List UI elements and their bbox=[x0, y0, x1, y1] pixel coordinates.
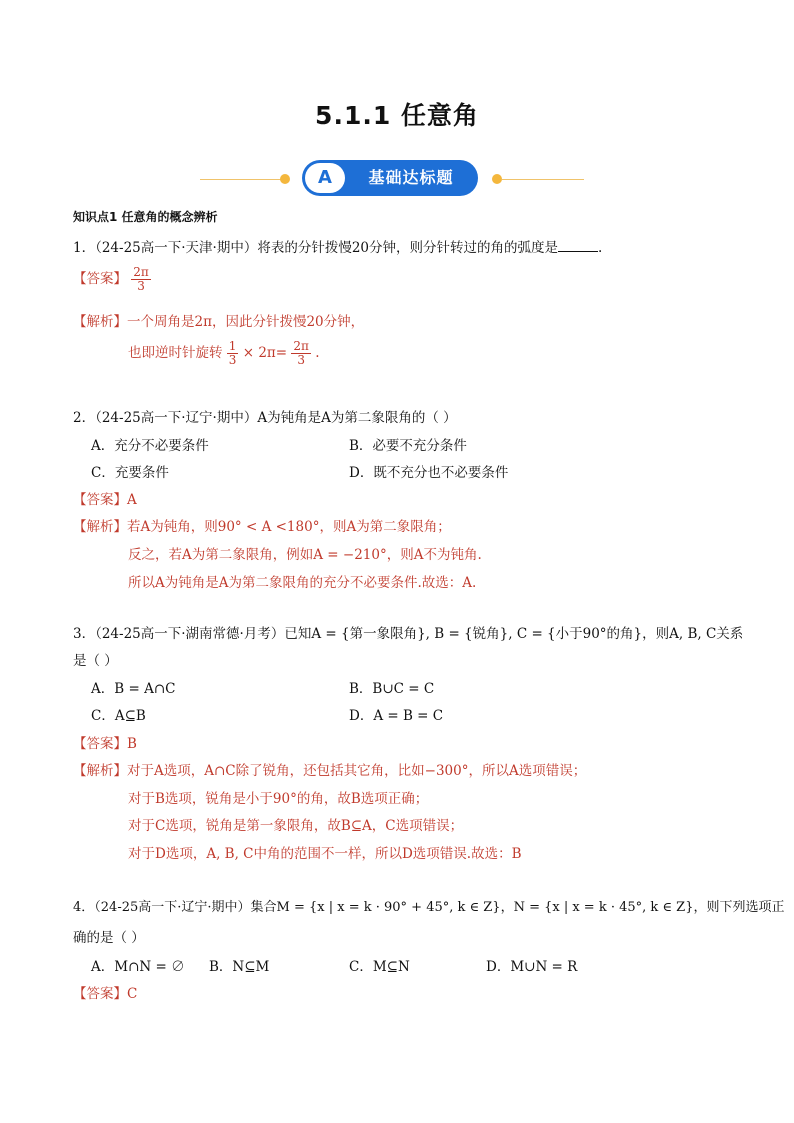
section-heading: 知识点1 任意角的概念辨析 bbox=[73, 210, 218, 224]
banner-text: 基础达标题 bbox=[368, 168, 454, 187]
question-3-analysis-line-4: 对于D选项，A, B, C中角的范围不一样，所以D选项错误.故选：B bbox=[128, 846, 522, 862]
question-2-analysis: 【解析】若A为钝角，则90° < A <180°，则A为第二象限角； bbox=[73, 519, 451, 535]
answer-label: 【答案】 bbox=[73, 271, 127, 288]
question-1-analysis-line-2: 也即逆时针旋转 $\frac{1}{3}$ × 2π= $\frac{2\pi}{3}$ . bbox=[128, 339, 320, 368]
question-4-option-a: A．M∩N = ∅ bbox=[91, 959, 185, 975]
question-2-analysis-line-3: 所以A为钝角是A为第二象限角的充分不必要条件.故选：A. bbox=[128, 575, 477, 591]
banner-badge: A bbox=[305, 163, 345, 193]
banner-right-line bbox=[502, 179, 584, 180]
question-2-text: 2．（24-25高一下·辽宁·期中）A为钝角是A为第二象限角的（ ） bbox=[73, 410, 457, 426]
question-1-analysis: 【解析】一个周角是2π，因此分针拨慢20分钟， bbox=[73, 314, 365, 330]
question-4-text-line-1: 4．（24-25高一下·辽宁·期中）集合M = {x | x = k · 90° + 45°, k ∈ Z}，N = {x | x = k · 45°, k ∈ Z}，则下列选项正 bbox=[73, 900, 785, 915]
question-3-option-a: A．B = A∩C bbox=[91, 681, 176, 697]
question-3-analysis-line-2: 对于B选项，锐角是小于90°的角，故B选项正确； bbox=[128, 791, 429, 807]
question-3-text-line-2: 是（ ） bbox=[73, 653, 118, 669]
question-2-option-a: A．充分不必要条件 bbox=[91, 438, 209, 454]
question-1-text: 1．（24-25高一下·天津·期中）将表的分针拨慢20分钟，则分针转过的角的弧度是 bbox=[73, 240, 559, 256]
question-2-answer: 【答案】A bbox=[73, 492, 137, 508]
question-3-option-c: C．A⊆B bbox=[91, 708, 146, 724]
question-4-option-d: D．M∪N = R bbox=[486, 959, 578, 975]
banner-right-dot bbox=[492, 174, 502, 184]
question-3-option-b: B．B∪C = C bbox=[349, 681, 435, 697]
question-4-option-b: B．N⊆M bbox=[209, 959, 270, 975]
question-4-text-line-2: 确的是（ ） bbox=[73, 930, 145, 946]
analysis-label: 【解析】 bbox=[73, 314, 127, 330]
question-1-answer bbox=[73, 266, 151, 293]
question-3-answer: 【答案】B bbox=[73, 736, 137, 752]
question-2-analysis-line-2: 反之，若A为第二象限角，例如A = −210°，则A不为钝角. bbox=[128, 547, 482, 563]
question-1: 1．（24-25高一下·天津·期中）将表的分针拨慢20分钟，则分针转过的角的弧度是 . bbox=[73, 240, 603, 256]
question-2-option-c: C．充要条件 bbox=[91, 465, 169, 481]
banner-left-line bbox=[200, 179, 282, 180]
question-3-analysis-line-3: 对于C选项，锐角是第一象限角，故B⊆A，C选项错误； bbox=[128, 818, 464, 834]
question-4-answer: 【答案】C bbox=[73, 986, 138, 1002]
question-3-text-line-1: 3．（24-25高一下·湖南常德·月考）已知A = {第一象限角}, B = {锐角}, C = {小于90°的角}，则A, B, C关系 bbox=[73, 626, 744, 642]
question-4-option-c: C．M⊆N bbox=[349, 959, 410, 975]
answer-blank bbox=[558, 239, 598, 252]
level-banner bbox=[0, 160, 794, 200]
question-2-option-d: D．既不充分也不必要条件 bbox=[349, 465, 509, 481]
question-3-analysis: 【解析】对于A选项，A∩C除了锐角，还包括其它角，比如−300°，所以A选项错误； bbox=[73, 763, 587, 779]
question-2-option-b: B．必要不充分条件 bbox=[349, 438, 467, 454]
question-3-option-d: D．A = B = C bbox=[349, 708, 444, 724]
answer-fraction: $\frac{2\pi}{3}$ bbox=[133, 265, 149, 294]
banner-left-dot bbox=[280, 174, 290, 184]
page-title: 5.1.1 任意角 bbox=[315, 101, 479, 130]
